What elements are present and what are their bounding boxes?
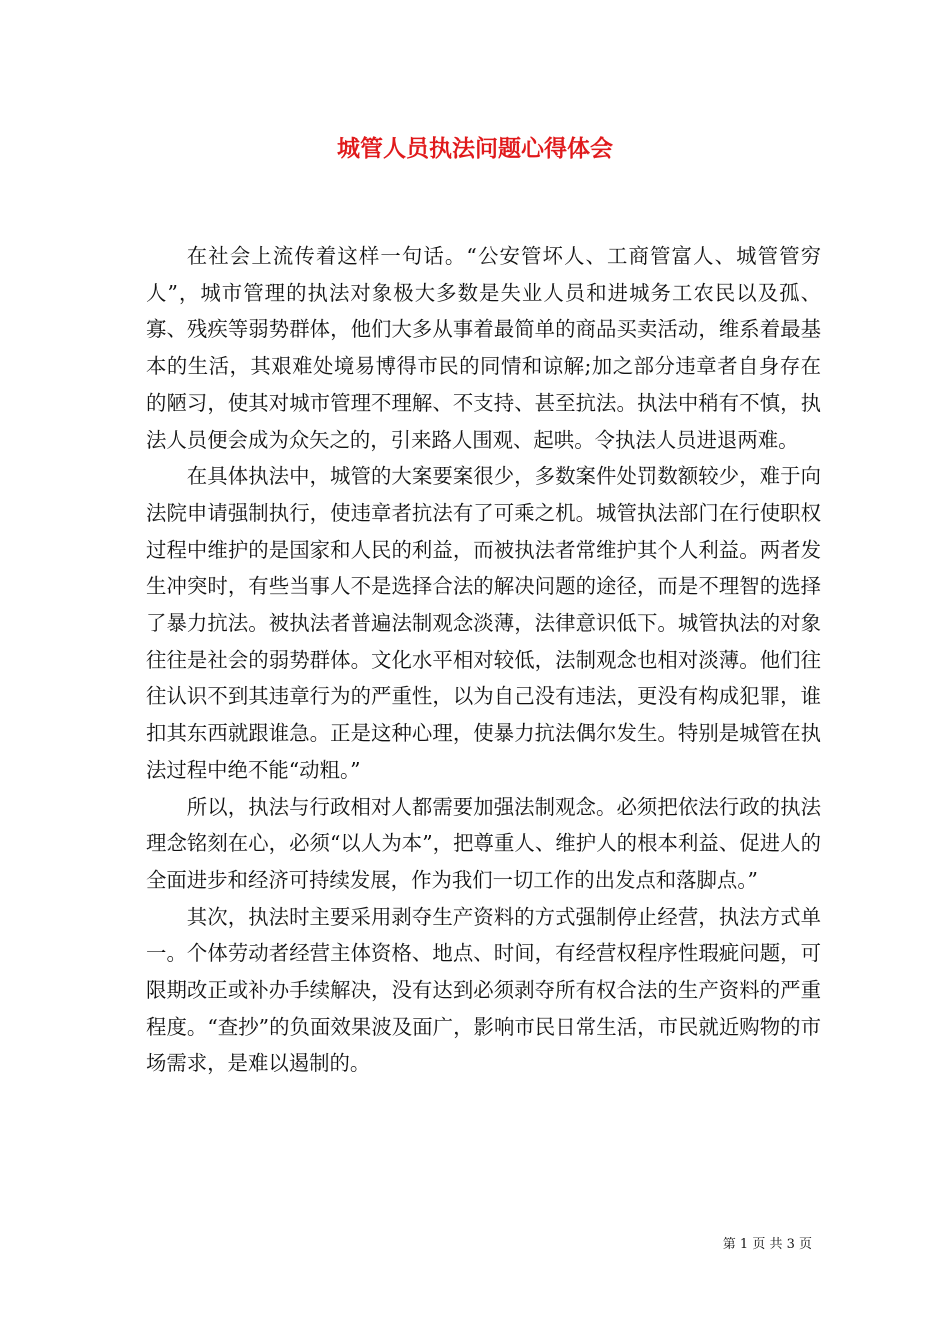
document-body	[146, 238, 821, 1082]
paragraph-2: 在具体执法中，城管的大案要案很少，多数案件处罚数额较少，难于向法院申请强制执行，使违章者抗法有了可乘之机。城管执法部门在行使职权过程中维护的是国家和人民的利益，而被执法者常维护其个人利益。两者发生冲突时，有些当事人不是选择合法的解决问题的途径，而是不理智的选择了暴力抗法。被执法者普遍法制观念淡薄，法律意识低下。城管执法的对象往往是社会的弱势群体。文化水平相对较低，法制观念也相对淡薄。他们往往认识不到其违章行为的严重性，以为自己没有违法，更没有构成犯罪，谁扣其东西就跟谁急。正是这种心理，使暴力抗法偶尔发生。特别是城管在执法过程中绝不能“动粗。”	[146, 464, 821, 782]
paragraph-4: 其次，执法时主要采用剥夺生产资料的方式强制停止经营，执法方式单一。个体劳动者经营主体资格、地点、时间，有经营权程序性瑕疵问题，可限期改正或补办手续解决，没有达到必须剥夺所有权合法的生产资料的严重程度。“查抄”的负面效果波及面广，影响市民日常生活，市民就近购物的市场需求，是难以遏制的。	[146, 904, 821, 1076]
page-number-footer: 第 1 页 共 3 页	[722, 1237, 812, 1252]
document-title: 城管人员执法问题心得体会	[337, 135, 613, 162]
paragraph-3: 所以，执法与行政相对人都需要加强法制观念。必须把依法行政的执法理念铭刻在心，必须“以人为本”，把尊重人、维护人的根本利益、促进人的全面进步和经济可持续发展，作为我们一切工作的出发点和落脚点。”	[146, 794, 821, 892]
paragraph-1: 在社会上流传着这样一句话。“公安管坏人、工商管富人、城管管穷人”，城市管理的执法对象极大多数是失业人员和进城务工农民以及孤、寡、残疾等弱势群体，他们大多从事着最简单的商品买卖活动，维系着最基本的生活，其艰难处境易博得市民的同情和谅解;加之部分违章者自身存在的陋习，使其对城市管理不理解、不支持、甚至抗法。执法中稍有不慎，执法人员便会成为众矢之的，引来路人围观、起哄。令执法人员进退两难。	[146, 244, 821, 452]
